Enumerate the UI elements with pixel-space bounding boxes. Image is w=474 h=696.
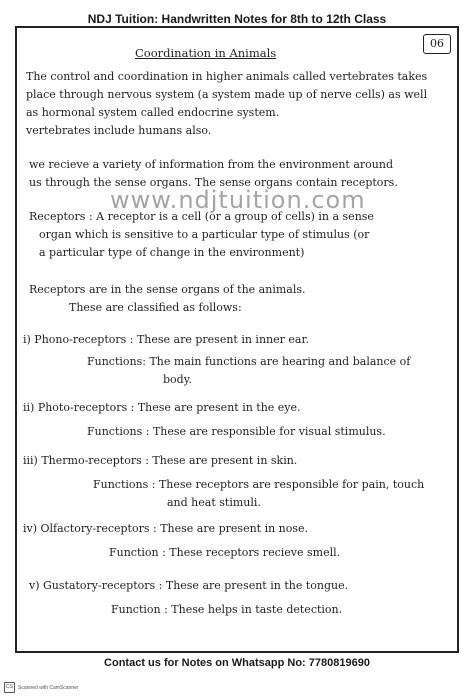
text-line: Receptors : A receptor is a cell (or a group of cells) in a sense xyxy=(29,210,374,223)
text-line: Function : These receptors recieve smell. xyxy=(109,546,341,559)
text-line: iii) Thermo-receptors : These are present in skin. xyxy=(23,454,298,467)
text-line: Functions: The main functions are hearing and balance of xyxy=(87,355,411,368)
page-number: 06 xyxy=(423,34,451,54)
text-line: and heat stimuli. xyxy=(167,496,261,509)
text-line: v) Gustatory-receptors : These are present in the tongue. xyxy=(29,579,349,592)
text-line: us through the sense organs. The sense organs contain receptors. xyxy=(29,176,398,189)
text-line: Receptors are in the sense organs of the animals. xyxy=(29,283,306,296)
text-line: body. xyxy=(163,373,192,386)
text-line: Functions : These are responsible for visual stimulus. xyxy=(87,425,386,438)
page-title: Coordination in Animals xyxy=(135,46,277,60)
text-line: vertebrates include humans also. xyxy=(26,124,212,137)
text-line: a particular type of change in the environment) xyxy=(39,246,305,259)
text-line: Function : These helps in taste detection. xyxy=(111,603,343,616)
page-footer: Contact us for Notes on Whatsapp No: 7780819690 xyxy=(104,657,370,669)
notes-frame xyxy=(15,26,459,653)
text-line: Functions : These receptors are responsible for pain, touch xyxy=(93,478,425,491)
text-line: The control and coordination in higher animals called vertebrates takes xyxy=(26,70,428,83)
watermark: www.ndjtuition.com xyxy=(110,186,366,214)
page-header: NDJ Tuition: Handwritten Notes for 8th to 12th Class xyxy=(87,12,387,26)
text-line: These are classified as follows: xyxy=(69,301,242,314)
text-line: i) Phono-receptors : These are present in inner ear. xyxy=(23,333,309,346)
text-line: place through nervous system (a system made up of nerve cells) as well xyxy=(26,88,428,101)
text-line: ii) Photo-receptors : These are present in the eye. xyxy=(23,401,301,414)
text-line: as hormonal system called endocrine system. xyxy=(26,106,280,119)
camscanner-icon: CS xyxy=(4,682,15,693)
scanner-label: Scanned with CamScanner xyxy=(18,684,79,691)
text-line: we recieve a variety of information from the environment around xyxy=(29,158,393,171)
text-line: iv) Olfactory-receptors : These are present in nose. xyxy=(23,522,309,535)
scanner-mark xyxy=(4,682,79,693)
text-line: organ which is sensitive to a particular type of stimulus (or xyxy=(39,228,370,241)
